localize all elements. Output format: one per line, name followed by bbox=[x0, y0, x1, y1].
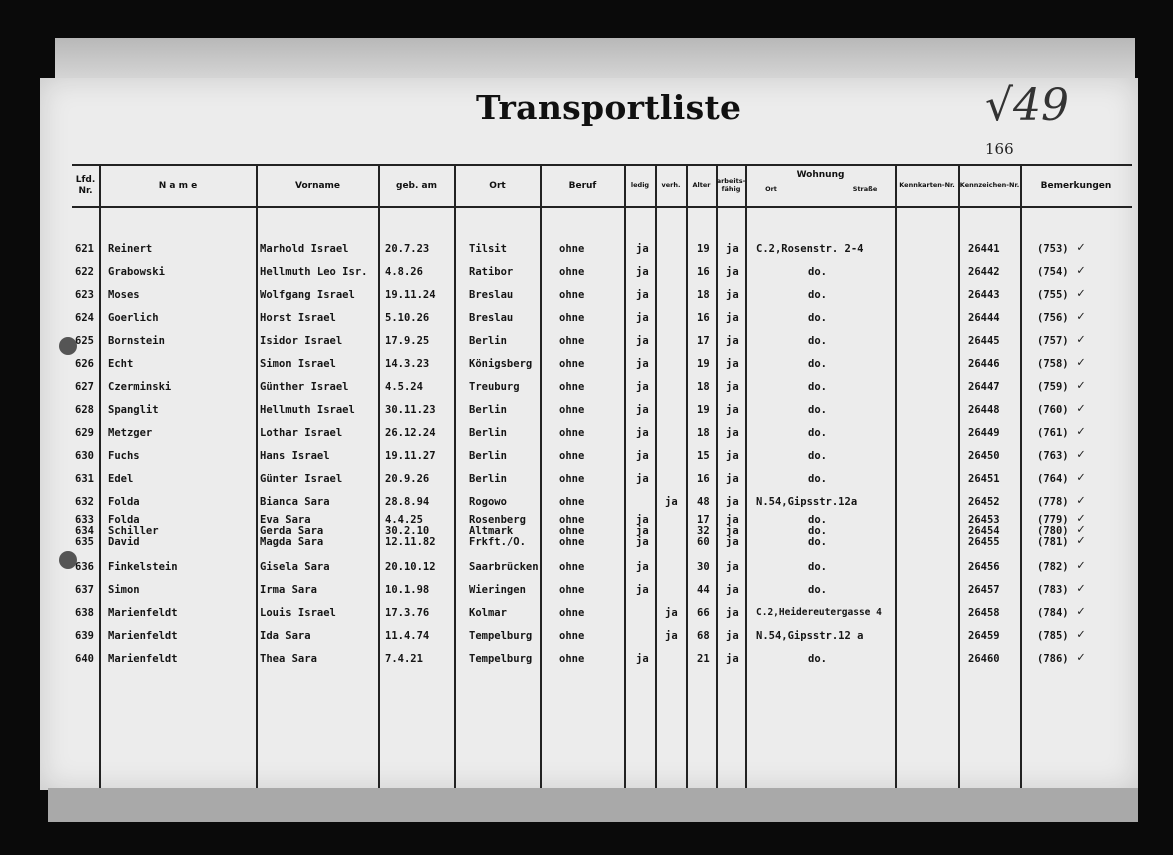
checkmark-icon: ✓ bbox=[1077, 309, 1085, 324]
cell-bemerkungen: (760) bbox=[1037, 404, 1069, 416]
header-geb-am: geb. am bbox=[396, 180, 437, 191]
cell-name: Marienfeldt bbox=[108, 653, 178, 665]
cell-bemerkungen: (764) bbox=[1037, 473, 1069, 485]
cell-verh: ja bbox=[665, 630, 678, 642]
cell-bemerkungen: (761) bbox=[1037, 427, 1069, 439]
cell-alter: 16 bbox=[697, 473, 710, 485]
cell-lfd-nr: 621 bbox=[75, 243, 94, 255]
cell-beruf: ohne bbox=[559, 289, 585, 301]
cell-ort: Breslau bbox=[469, 312, 514, 324]
cell-arbeitsfaehig: ja bbox=[726, 427, 739, 439]
cell-arbeitsfaehig: ja bbox=[726, 404, 739, 416]
cell-geb-am: 30.11.23 bbox=[385, 404, 436, 416]
cell-beruf: ohne bbox=[559, 381, 585, 393]
checkmark-icon: ✓ bbox=[1077, 447, 1085, 462]
cell-ledig: ja bbox=[636, 358, 649, 370]
cell-beruf: ohne bbox=[559, 473, 585, 485]
cell-name: Czerminski bbox=[108, 381, 172, 393]
cell-bemerkungen: (753) bbox=[1037, 243, 1069, 255]
cell-bemerkungen: (783) bbox=[1037, 584, 1069, 596]
cell-lfd-nr: 624 bbox=[75, 312, 94, 324]
cell-ort: Tempelburg bbox=[469, 653, 533, 665]
cell-lfd-nr: 625 bbox=[75, 335, 94, 347]
cell-arbeitsfaehig: ja bbox=[726, 536, 739, 548]
cell-arbeitsfaehig: ja bbox=[726, 630, 739, 642]
cell-geb-am: 4.4.25 bbox=[385, 514, 423, 526]
cell-alter: 32 bbox=[697, 525, 710, 537]
cell-wohnung: do. bbox=[808, 427, 827, 439]
cell-name: Simon bbox=[108, 584, 140, 596]
cell-vorname: Hellmuth Leo Isr. bbox=[260, 266, 368, 278]
cell-beruf: ohne bbox=[559, 335, 585, 347]
cell-wohnung: C.2,Heidereutergasse 4 bbox=[756, 607, 882, 618]
cell-name: Schiller bbox=[108, 525, 159, 537]
cell-kennzeichen: 26459 bbox=[968, 630, 1000, 642]
cell-vorname: Thea Sara bbox=[260, 653, 317, 665]
cell-geb-am: 19.11.27 bbox=[385, 450, 436, 462]
cell-kennzeichen: 26451 bbox=[968, 473, 1000, 485]
cell-vorname: Horst Israel bbox=[260, 312, 336, 324]
header-vorname: Vorname bbox=[294, 180, 341, 191]
cell-bemerkungen: (755) bbox=[1037, 289, 1069, 301]
cell-name: Grabowski bbox=[108, 266, 165, 278]
cell-arbeitsfaehig: ja bbox=[726, 584, 739, 596]
cell-arbeitsfaehig: ja bbox=[726, 312, 739, 324]
cell-vorname: Magda Sara bbox=[260, 536, 324, 548]
cell-bemerkungen: (780) bbox=[1037, 525, 1069, 537]
cell-lfd-nr: 637 bbox=[75, 584, 94, 596]
cell-lfd-nr: 635 bbox=[75, 536, 94, 548]
cell-kennzeichen: 26444 bbox=[968, 312, 1000, 324]
cell-geb-am: 10.1.98 bbox=[385, 584, 430, 596]
cell-arbeitsfaehig: ja bbox=[726, 607, 739, 619]
cell-alter: 18 bbox=[697, 289, 710, 301]
cell-ort: Berlin bbox=[469, 404, 507, 416]
header-bemerkungen: Bemerkungen bbox=[1040, 180, 1112, 191]
cell-wohnung: do. bbox=[808, 335, 827, 347]
checkmark-icon: ✓ bbox=[1077, 332, 1085, 347]
cell-beruf: ohne bbox=[559, 404, 585, 416]
cell-wohnung: do. bbox=[808, 404, 827, 416]
column-divider bbox=[958, 164, 960, 788]
cell-beruf: ohne bbox=[559, 525, 585, 537]
cell-bemerkungen: (763) bbox=[1037, 450, 1069, 462]
cell-lfd-nr: 629 bbox=[75, 427, 94, 439]
cell-name: Finkelstein bbox=[108, 561, 178, 573]
cell-alter: 21 bbox=[697, 653, 710, 665]
cell-name: Folda bbox=[108, 496, 140, 508]
cell-geb-am: 20.7.23 bbox=[385, 243, 430, 255]
cell-ort: Frkft./O. bbox=[469, 536, 526, 548]
cell-kennzeichen: 26460 bbox=[968, 653, 1000, 665]
column-divider bbox=[99, 164, 101, 788]
cell-bemerkungen: (785) bbox=[1037, 630, 1069, 642]
cell-name: Spanglit bbox=[108, 404, 159, 416]
cell-ledig: ja bbox=[636, 243, 649, 255]
cell-bemerkungen: (758) bbox=[1037, 358, 1069, 370]
checkmark-icon: ✓ bbox=[1077, 401, 1085, 416]
cell-beruf: ohne bbox=[559, 584, 585, 596]
cell-alter: 17 bbox=[697, 514, 710, 526]
cell-arbeitsfaehig: ja bbox=[726, 358, 739, 370]
cell-geb-am: 14.3.23 bbox=[385, 358, 430, 370]
cell-ort: Königsberg bbox=[469, 358, 533, 370]
cell-bemerkungen: (784) bbox=[1037, 607, 1069, 619]
cell-geb-am: 17.9.25 bbox=[385, 335, 430, 347]
cell-alter: 44 bbox=[697, 584, 710, 596]
cell-lfd-nr: 640 bbox=[75, 653, 94, 665]
checkmark-icon: ✓ bbox=[1077, 650, 1085, 665]
cell-ledig: ja bbox=[636, 404, 649, 416]
cell-vorname: Wolfgang Israel bbox=[260, 289, 355, 301]
cell-geb-am: 26.12.24 bbox=[385, 427, 436, 439]
cell-lfd-nr: 639 bbox=[75, 630, 94, 642]
cell-beruf: ohne bbox=[559, 266, 585, 278]
checkmark-icon: ✓ bbox=[1077, 604, 1085, 619]
cell-lfd-nr: 636 bbox=[75, 561, 94, 573]
cell-bemerkungen: (757) bbox=[1037, 335, 1069, 347]
header-ledig: ledig bbox=[630, 181, 650, 190]
cell-lfd-nr: 632 bbox=[75, 496, 94, 508]
cell-name: David bbox=[108, 536, 140, 548]
cell-ledig: ja bbox=[636, 473, 649, 485]
cell-ort: Treuburg bbox=[469, 381, 520, 393]
cell-wohnung: do. bbox=[808, 584, 827, 596]
page-number: 166 bbox=[985, 140, 1014, 158]
cell-arbeitsfaehig: ja bbox=[726, 473, 739, 485]
cell-wohnung: do. bbox=[808, 514, 827, 526]
cell-name: Echt bbox=[108, 358, 134, 370]
cell-ledig: ja bbox=[636, 427, 649, 439]
cell-bemerkungen: (778) bbox=[1037, 496, 1069, 508]
column-divider bbox=[895, 164, 897, 788]
cell-name: Reinert bbox=[108, 243, 153, 255]
cell-vorname: Louis Israel bbox=[260, 607, 336, 619]
cell-kennzeichen: 26458 bbox=[968, 607, 1000, 619]
cell-ort: Rogowo bbox=[469, 496, 507, 508]
cell-lfd-nr: 634 bbox=[75, 525, 94, 537]
cell-wohnung: do. bbox=[808, 653, 827, 665]
cell-beruf: ohne bbox=[559, 653, 585, 665]
cell-name: Folda bbox=[108, 514, 140, 526]
cell-ledig: ja bbox=[636, 561, 649, 573]
cell-verh: ja bbox=[665, 607, 678, 619]
cell-ort: Berlin bbox=[469, 450, 507, 462]
checkmark-icon: ✓ bbox=[1077, 355, 1085, 370]
cell-vorname: Hellmuth Israel bbox=[260, 404, 355, 416]
film-bottom-strip bbox=[48, 788, 1138, 822]
cell-bemerkungen: (754) bbox=[1037, 266, 1069, 278]
cell-beruf: ohne bbox=[559, 514, 585, 526]
checkmark-icon: ✓ bbox=[1077, 286, 1085, 301]
header-arbeitsfaehig: arbeits-fähig bbox=[716, 177, 746, 193]
cell-ort: Rosenberg bbox=[469, 514, 526, 526]
cell-lfd-nr: 628 bbox=[75, 404, 94, 416]
column-divider bbox=[716, 164, 718, 788]
cell-vorname: Ida Sara bbox=[260, 630, 311, 642]
cell-ort: Breslau bbox=[469, 289, 514, 301]
cell-geb-am: 20.10.12 bbox=[385, 561, 436, 573]
column-divider bbox=[624, 164, 626, 788]
cell-bemerkungen: (782) bbox=[1037, 561, 1069, 573]
header-wohnung-ort: Ort bbox=[765, 185, 777, 194]
cell-ort: Ratibor bbox=[469, 266, 514, 278]
cell-alter: 19 bbox=[697, 243, 710, 255]
cell-arbeitsfaehig: ja bbox=[726, 266, 739, 278]
checkmark-icon: ✓ bbox=[1077, 511, 1085, 526]
cell-kennzeichen: 26446 bbox=[968, 358, 1000, 370]
cell-arbeitsfaehig: ja bbox=[726, 381, 739, 393]
cell-vorname: Gisela Sara bbox=[260, 561, 330, 573]
header-lfd-nr: Lfd. Nr. bbox=[75, 175, 96, 196]
cell-geb-am: 20.9.26 bbox=[385, 473, 430, 485]
cell-ledig: ja bbox=[636, 584, 649, 596]
checkmark-icon: ✓ bbox=[1077, 424, 1085, 439]
cell-wohnung: do. bbox=[808, 289, 827, 301]
cell-arbeitsfaehig: ja bbox=[726, 496, 739, 508]
column-divider bbox=[256, 164, 258, 788]
cell-geb-am: 30.2.10 bbox=[385, 525, 430, 537]
cell-ledig: ja bbox=[636, 381, 649, 393]
header-alter: Alter bbox=[692, 181, 711, 190]
cell-wohnung: N.54,Gipsstr.12a bbox=[756, 496, 858, 508]
cell-beruf: ohne bbox=[559, 312, 585, 324]
cell-alter: 19 bbox=[697, 404, 710, 416]
cell-ledig: ja bbox=[636, 335, 649, 347]
cell-kennzeichen: 26450 bbox=[968, 450, 1000, 462]
cell-name: Fuchs bbox=[108, 450, 140, 462]
cell-kennzeichen: 26443 bbox=[968, 289, 1000, 301]
cell-wohnung: do. bbox=[808, 450, 827, 462]
column-divider bbox=[745, 164, 747, 788]
cell-vorname: Günter Israel bbox=[260, 473, 343, 485]
cell-lfd-nr: 633 bbox=[75, 514, 94, 526]
cell-lfd-nr: 638 bbox=[75, 607, 94, 619]
cell-geb-am: 19.11.24 bbox=[385, 289, 436, 301]
cell-vorname: Gerda Sara bbox=[260, 525, 324, 537]
cell-alter: 15 bbox=[697, 450, 710, 462]
document-title: Transportliste bbox=[476, 88, 742, 127]
film-top-strip bbox=[55, 38, 1135, 80]
cell-alter: 16 bbox=[697, 312, 710, 324]
cell-lfd-nr: 626 bbox=[75, 358, 94, 370]
cell-vorname: Isidor Israel bbox=[260, 335, 343, 347]
column-divider bbox=[655, 164, 657, 788]
column-divider bbox=[378, 164, 380, 788]
cell-beruf: ohne bbox=[559, 630, 585, 642]
cell-ledig: ja bbox=[636, 653, 649, 665]
column-divider bbox=[454, 164, 456, 788]
cell-alter: 30 bbox=[697, 561, 710, 573]
cell-arbeitsfaehig: ja bbox=[726, 653, 739, 665]
cell-alter: 48 bbox=[697, 496, 710, 508]
cell-beruf: ohne bbox=[559, 496, 585, 508]
cell-ort: Saarbrücken bbox=[469, 561, 539, 573]
cell-arbeitsfaehig: ja bbox=[726, 289, 739, 301]
cell-vorname: Günther Israel bbox=[260, 381, 349, 393]
cell-ort: Berlin bbox=[469, 427, 507, 439]
cell-ort: Altmark bbox=[469, 525, 514, 537]
cell-name: Bornstein bbox=[108, 335, 165, 347]
cell-lfd-nr: 631 bbox=[75, 473, 94, 485]
cell-vorname: Bianca Sara bbox=[260, 496, 330, 508]
cell-beruf: ohne bbox=[559, 450, 585, 462]
cell-geb-am: 5.10.26 bbox=[385, 312, 430, 324]
cell-bemerkungen: (756) bbox=[1037, 312, 1069, 324]
cell-geb-am: 4.8.26 bbox=[385, 266, 423, 278]
cell-alter: 18 bbox=[697, 427, 710, 439]
cell-geb-am: 7.4.21 bbox=[385, 653, 423, 665]
header-wohnung-strasse: Straße bbox=[852, 185, 878, 194]
cell-vorname: Simon Israel bbox=[260, 358, 336, 370]
header-kennkarten: Kennkarten-Nr. bbox=[899, 181, 955, 190]
table-header-rule bbox=[72, 206, 1132, 208]
cell-kennzeichen: 26441 bbox=[968, 243, 1000, 255]
column-divider bbox=[1020, 164, 1022, 788]
cell-alter: 19 bbox=[697, 358, 710, 370]
cell-kennzeichen: 26452 bbox=[968, 496, 1000, 508]
cell-arbeitsfaehig: ja bbox=[726, 525, 739, 537]
cell-verh: ja bbox=[665, 496, 678, 508]
cell-bemerkungen: (786) bbox=[1037, 653, 1069, 665]
cell-beruf: ohne bbox=[559, 607, 585, 619]
cell-wohnung: do. bbox=[808, 561, 827, 573]
cell-bemerkungen: (781) bbox=[1037, 536, 1069, 548]
cell-kennzeichen: 26454 bbox=[968, 525, 1000, 537]
cell-geb-am: 17.3.76 bbox=[385, 607, 430, 619]
cell-wohnung: do. bbox=[808, 312, 827, 324]
cell-lfd-nr: 627 bbox=[75, 381, 94, 393]
header-name: N a m e bbox=[158, 180, 198, 191]
cell-ledig: ja bbox=[636, 289, 649, 301]
cell-wohnung: do. bbox=[808, 358, 827, 370]
checkmark-icon: ✓ bbox=[1077, 263, 1085, 278]
cell-wohnung: do. bbox=[808, 536, 827, 548]
checkmark-icon: ✓ bbox=[1077, 493, 1085, 508]
cell-beruf: ohne bbox=[559, 561, 585, 573]
cell-ledig: ja bbox=[636, 514, 649, 526]
header-wohnung: Wohnung bbox=[796, 170, 845, 180]
cell-name: Goerlich bbox=[108, 312, 159, 324]
cell-arbeitsfaehig: ja bbox=[726, 243, 739, 255]
cell-bemerkungen: (779) bbox=[1037, 514, 1069, 526]
cell-ort: Kolmar bbox=[469, 607, 507, 619]
checkmark-icon: ✓ bbox=[1077, 240, 1085, 255]
header-ort: Ort bbox=[489, 180, 506, 191]
cell-geb-am: 4.5.24 bbox=[385, 381, 423, 393]
checkmark-icon: ✓ bbox=[1077, 627, 1085, 642]
checkmark-icon: ✓ bbox=[1077, 581, 1085, 596]
checkmark-icon: ✓ bbox=[1077, 522, 1085, 537]
cell-lfd-nr: 630 bbox=[75, 450, 94, 462]
column-divider bbox=[540, 164, 542, 788]
cell-wohnung: do. bbox=[808, 266, 827, 278]
header-beruf: Beruf bbox=[568, 180, 597, 191]
cell-beruf: ohne bbox=[559, 358, 585, 370]
cell-ort: Tempelburg bbox=[469, 630, 533, 642]
cell-wohnung: N.54,Gipsstr.12 a bbox=[756, 630, 864, 642]
cell-kennzeichen: 26448 bbox=[968, 404, 1000, 416]
cell-kennzeichen: 26442 bbox=[968, 266, 1000, 278]
cell-vorname: Eva Sara bbox=[260, 514, 311, 526]
handwritten-mark: √49 bbox=[985, 80, 1070, 131]
cell-kennzeichen: 26447 bbox=[968, 381, 1000, 393]
cell-wohnung: do. bbox=[808, 381, 827, 393]
cell-alter: 18 bbox=[697, 381, 710, 393]
cell-kennzeichen: 26453 bbox=[968, 514, 1000, 526]
cell-ort: Wieringen bbox=[469, 584, 526, 596]
cell-beruf: ohne bbox=[559, 243, 585, 255]
cell-name: Marienfeldt bbox=[108, 607, 178, 619]
cell-arbeitsfaehig: ja bbox=[726, 561, 739, 573]
checkmark-icon: ✓ bbox=[1077, 378, 1085, 393]
cell-ledig: ja bbox=[636, 536, 649, 548]
checkmark-icon: ✓ bbox=[1077, 558, 1085, 573]
header-kennzeichen: Kennzeichen-Nr. bbox=[959, 181, 1020, 190]
cell-name: Metzger bbox=[108, 427, 153, 439]
cell-vorname: Hans Israel bbox=[260, 450, 330, 462]
cell-arbeitsfaehig: ja bbox=[726, 450, 739, 462]
cell-geb-am: 12.11.82 bbox=[385, 536, 436, 548]
cell-ledig: ja bbox=[636, 312, 649, 324]
cell-name: Moses bbox=[108, 289, 140, 301]
cell-arbeitsfaehig: ja bbox=[726, 514, 739, 526]
cell-wohnung: do. bbox=[808, 473, 827, 485]
cell-ort: Tilsit bbox=[469, 243, 507, 255]
cell-name: Marienfeldt bbox=[108, 630, 178, 642]
cell-ort: Berlin bbox=[469, 473, 507, 485]
cell-kennzeichen: 26445 bbox=[968, 335, 1000, 347]
cell-geb-am: 28.8.94 bbox=[385, 496, 430, 508]
cell-wohnung: do. bbox=[808, 525, 827, 537]
cell-ledig: ja bbox=[636, 450, 649, 462]
header-verh: verh. bbox=[661, 181, 681, 190]
cell-vorname: Lothar Israel bbox=[260, 427, 343, 439]
cell-alter: 66 bbox=[697, 607, 710, 619]
checkmark-icon: ✓ bbox=[1077, 533, 1085, 548]
cell-name: Edel bbox=[108, 473, 134, 485]
cell-wohnung: C.2,Rosenstr. 2-4 bbox=[756, 243, 864, 255]
cell-lfd-nr: 622 bbox=[75, 266, 94, 278]
cell-kennzeichen: 26456 bbox=[968, 561, 1000, 573]
cell-alter: 68 bbox=[697, 630, 710, 642]
cell-kennzeichen: 26457 bbox=[968, 584, 1000, 596]
cell-ledig: ja bbox=[636, 525, 649, 537]
cell-alter: 17 bbox=[697, 335, 710, 347]
cell-beruf: ohne bbox=[559, 536, 585, 548]
cell-ort: Berlin bbox=[469, 335, 507, 347]
cell-kennzeichen: 26449 bbox=[968, 427, 1000, 439]
cell-lfd-nr: 623 bbox=[75, 289, 94, 301]
cell-kennzeichen: 26455 bbox=[968, 536, 1000, 548]
cell-bemerkungen: (759) bbox=[1037, 381, 1069, 393]
cell-arbeitsfaehig: ja bbox=[726, 335, 739, 347]
cell-vorname: Marhold Israel bbox=[260, 243, 349, 255]
column-divider bbox=[686, 164, 688, 788]
cell-vorname: Irma Sara bbox=[260, 584, 317, 596]
cell-alter: 60 bbox=[697, 536, 710, 548]
cell-geb-am: 11.4.74 bbox=[385, 630, 430, 642]
cell-ledig: ja bbox=[636, 266, 649, 278]
cell-beruf: ohne bbox=[559, 427, 585, 439]
cell-alter: 16 bbox=[697, 266, 710, 278]
checkmark-icon: ✓ bbox=[1077, 470, 1085, 485]
